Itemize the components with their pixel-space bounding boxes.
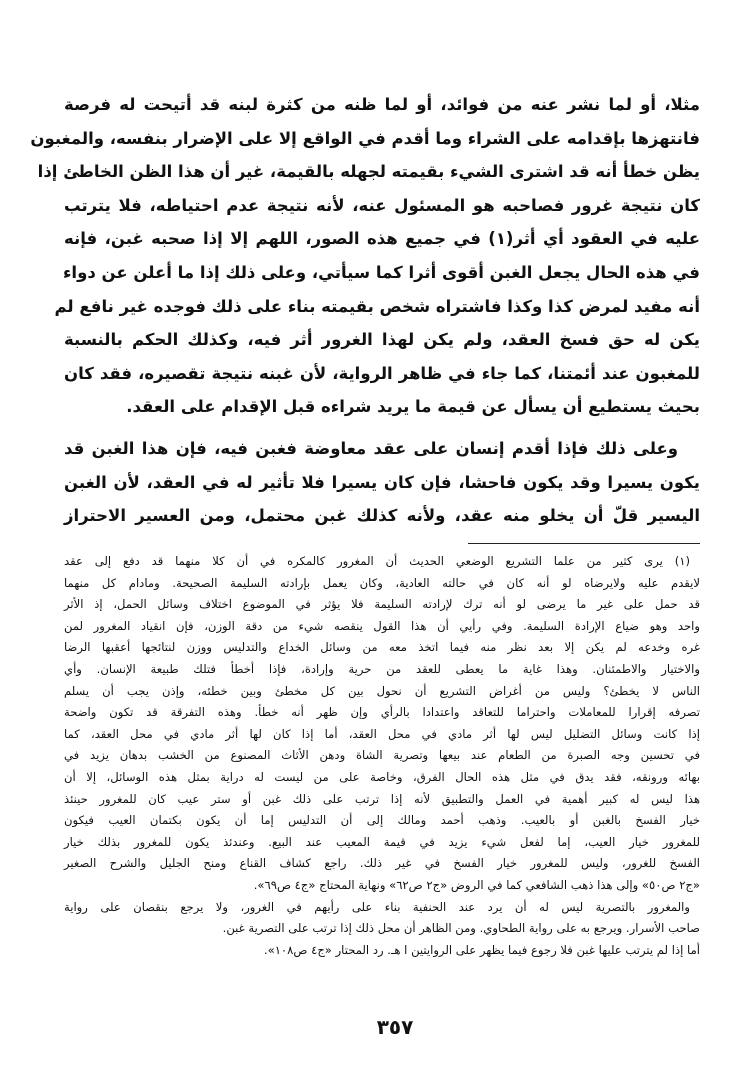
footnote-line: خيار الفسخ بالغبن أو بالعيب. وذهب أحمد ومالك إلى أن التدليس إما أن يكون بكتمان العيب فيكون <box>64 813 700 828</box>
page-number: ٣٥٧ <box>376 1015 414 1039</box>
footnote-line: للمغرور خيار العيب، إما لفعل شيء يزيد في قيمة المعيب عند البيع. وعندئذ يكون للمغرور بذلك خيار <box>64 834 700 849</box>
footnote-line: إذا كانت وسائل التضليل ليس لها أثر مادي في محل العقد، أما إذا كان لها أثر مادي في محل العقد، كما <box>64 726 700 741</box>
footnote-line: قد حمل على غير ما يرضى لو أنه ترك لإرادته السليمة فلا يؤثر في الموضوع اختلاف وسائل الحمل، إذ الأثر <box>64 597 700 612</box>
footnote-line: صاحب الأسرار. ويرجع به على رواية الطحاوي. ومن الظاهر أن محل ذلك إذا ترتب على التصرية غبن. <box>222 921 700 936</box>
footnote-line: الفسخ للغرور، وليس للمغرور خيار الفسخ في غير ذلك. راجع كشاف القناع ومنح الجليل والشرح الصغير <box>64 856 700 871</box>
body-line: بحيث يستطيع أن يسأل عن قيمة ما يريد شراءه قبل الإقدام على العقد. <box>126 397 700 417</box>
body-line: في هذه الحال يجعل الغبن أقوى أثرا كما سيأتي، وعلى ذلك إذا ما أعلن عن دواء <box>63 262 700 282</box>
body-line: يظن خطأ أنه قد اشترى الشيء بقيمته لجهله بالقيمة، غير أن هذا الظن الخاطئ إذا <box>37 162 700 182</box>
footnote-separator <box>468 543 700 544</box>
footnote-line: «ج٢ ص٥٠» وإلى هذا ذهب الشافعي كما في الروض «ج٢ ص٦٢» ونهاية المحتاج «ج٤ ص٦٩». <box>253 877 700 892</box>
footnote-line: لايقدم عليه ولايرضاه لو أنه كان في حالته العادية، وكان يعمل بإرادته السليمة الصحيحة. ومادام كل منهما <box>64 575 700 590</box>
body-line: للمغبون عند أئمتنا، كما جاء في ظاهر الرواية، لأن غبنه نتيجة تقصيره، فقد كان <box>64 363 700 383</box>
body-line: كان نتيجة غرور فصاحبه هو المسئول عنه، لأنه نتيجة عدم احتياطه، فلا يترتب <box>64 195 700 215</box>
footnote-line: في تحسين وجه الصبرة من الطعام عند بيعها وتصرية الشاة ودهن الأثاث المصنوع من الخشب بدهان يزيد في <box>64 748 700 763</box>
footnote-line: غره وخدعه لم يكن إلا بعد نظر منه فيما اتخذ معه من وسائل الخداع والتدليس ووزن لنتائجها أعقبها الرضا <box>64 640 700 655</box>
footnote-line: والاختيار والاطمئنان. وهذا غاية ما يعطى للعقد من حرية وإرادة، فإذا أخطأ فتلك طبيعة الإنسان. وأي <box>64 661 700 676</box>
body-line: يكن له حق فسخ العقد، ولم يكن لهذا الغرور أثر فيه، وكذلك الحكم بالنسبة <box>64 330 700 350</box>
footnote-line: هذا ليس له كبير أهمية في العمل والتطبيق لأنه إذا ترتب على ذلك غبن أو ستر عيب كان للمغرور حينئذ <box>64 791 700 806</box>
body-line: يكون يسيرا وقد يكون فاحشا، فإن كان يسيرا فلا تأثير له في العقد، لأن الغبن <box>64 472 700 492</box>
footnote-line: تصرفه إقرارا للمعاملات واحتراما للتعاقد واعتدادا بالرأي وإن ظهر أنه خطأ. وهذه التفرقة قد تكون واضحة <box>64 705 700 720</box>
footnote-line: الناس لا يخطئ؟ وليس من أغراض التشريع أن نحول بين كل مخطئ وبين خطئه، وإذن يجب أن يسلم <box>64 683 700 698</box>
body-line: وعلى ذلك فإذا أقدم إنسان على عقد معاوضة فغبن فيه، فإن هذا الغبن قد <box>64 438 678 458</box>
body-line: مثلا، أو لما نشر عنه من فوائد، أو لما ظنه من كثرة لبنه قد أتيحت له فرصة <box>64 95 700 114</box>
body-line: أنه مفيد لمرض كذا وكذا فاشتراه شخص بقيمته بناء على ذلك فوجده غير نافع لم <box>54 296 700 316</box>
footnote-line: والمغرور بالتصرية ليس له أن يرد عند الحنفية بناء على رأيهم في الغرور، ولا يرجع بنقصان على رواية <box>64 899 690 914</box>
body-line: عليه في العقود أي أثر(١) في جميع هذه الصور، اللهم إلا إذا صحبه غبن، فإنه <box>64 229 700 249</box>
footnote-line: واحد وهو ضياع الإرادة السليمة. وفي رأيي أن هذا القول ينقصه شيء من دقة الوزن، فإن انقياد المغرور لمن <box>64 618 700 633</box>
footnote-line: أما إذا لم يترتب عليها غبن فلا رجوع فيما يظهر على الروايتين ا هـ. رد المحتار «ج٤ ص١٠٨». <box>263 942 700 957</box>
body-line: اليسير قلّ أن يخلو منه عقد، ولأنه كذلك غبن محتمل، ومن العسير الاحتراز <box>64 506 700 526</box>
body-line: فانتهزها بإقدامه على الشراء وما أقدم في الواقع إلا على الإضرار بنفسه، والمغبون <box>30 128 700 148</box>
footnotes <box>64 551 700 961</box>
footnote-line: (١) يرى كثير من علما التشريع الوضعي الحديث أن المغرور كالمكره في أن كلا منهما قد دفع إلى عقد <box>64 554 690 568</box>
footnote-line: بهائه ورونقه، فقد يدق في مثل هذه الحال الفرق، وخاصة على من ليست له دراية بمثل هذه الوسائل، إلا أن <box>64 769 700 784</box>
main-text <box>30 88 700 533</box>
